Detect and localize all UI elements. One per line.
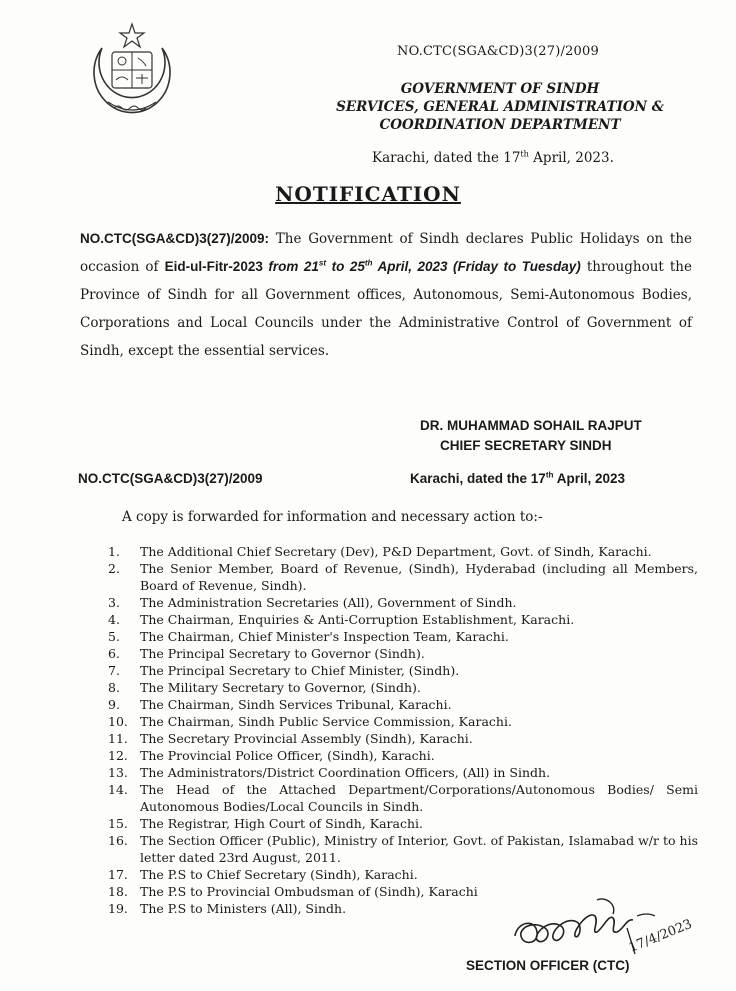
dates-to-sup: th	[364, 258, 373, 268]
list-item	[108, 764, 698, 781]
list-item-text: The Chairman, Sindh Services Tribunal, Karachi.	[140, 697, 452, 712]
list-item	[108, 832, 698, 866]
forward-date-prefix: Karachi, dated the 17	[410, 471, 546, 486]
list-item-number: 7.	[108, 663, 120, 678]
list-item-text: The Principal Secretary to Governor (Sindh).	[140, 646, 425, 661]
list-item-number: 9.	[108, 697, 120, 712]
list-item	[108, 781, 698, 815]
dates-to: to 25	[326, 259, 365, 274]
dates-suffix: April, 2023 (Friday to Tuesday)	[372, 259, 581, 274]
list-item-number: 10.	[108, 714, 128, 729]
list-item-text: The Senior Member, Board of Revenue, (Sindh), Hyderabad (including all Members, Board of Revenue, Sindh).	[140, 561, 698, 593]
forward-reference: NO.CTC(SGA&CD)3(27)/2009	[78, 471, 263, 486]
list-item-text: The Additional Chief Secretary (Dev), P&D Department, Govt. of Sindh, Karachi.	[140, 544, 652, 559]
list-item-number: 18.	[108, 884, 128, 899]
body-text-1: The Government of Sindh declares Public Holidays on the occasion of	[80, 231, 692, 275]
file-reference: NO.CTC(SGA&CD)3(27)/2009	[397, 44, 599, 59]
list-item-text: The Chairman, Sindh Public Service Commission, Karachi.	[140, 714, 512, 729]
list-item	[108, 713, 698, 730]
list-item-number: 16.	[108, 833, 128, 848]
list-item-number: 6.	[108, 646, 120, 661]
list-item-number: 3.	[108, 595, 120, 610]
list-item-number: 15.	[108, 816, 128, 831]
list-item-text: The Principal Secretary to Chief Minister, (Sindh).	[140, 663, 460, 678]
list-item	[108, 645, 698, 662]
list-item-number: 19.	[108, 901, 128, 916]
dates-from: from 21	[262, 259, 319, 274]
list-item-number: 4.	[108, 612, 120, 627]
list-item	[108, 730, 698, 747]
list-item-number: 1.	[108, 544, 120, 559]
page-title: NOTIFICATION	[275, 182, 461, 206]
list-item-number: 5.	[108, 629, 120, 644]
list-item-number: 12.	[108, 748, 128, 763]
list-item-number: 14.	[108, 782, 128, 797]
list-item-text: The Chairman, Chief Minister's Inspection Team, Karachi.	[140, 629, 509, 644]
list-item-number: 13.	[108, 765, 128, 780]
department-line-2: COORDINATION DEPARTMENT	[379, 117, 621, 133]
list-item-text: The Provincial Police Officer, (Sindh), Karachi.	[140, 748, 435, 763]
list-item-number: 17.	[108, 867, 128, 882]
list-item	[108, 594, 698, 611]
list-item	[108, 815, 698, 832]
signatory	[420, 416, 642, 456]
signatory-name: DR. MUHAMMAD SOHAIL RAJPUT	[420, 418, 642, 433]
forward-date-suffix: April, 2023	[553, 471, 625, 486]
issue-date	[372, 150, 614, 166]
body-text-2: throughout the Province of Sindh for all Government offices, Autonomous, Semi-Autonomous Bodies, Corporations and Local Councils under the Administrative Control of Government of Sindh, except the essential services.	[80, 259, 692, 359]
signature	[505, 888, 705, 968]
list-item-number: 8.	[108, 680, 120, 695]
list-item	[108, 747, 698, 764]
issue-date-suffix: April, 2023.	[528, 150, 614, 166]
signature-date: 17/4/2023	[626, 916, 695, 956]
list-item-text: The Chairman, Enquiries & Anti-Corruption Establishment, Karachi.	[140, 612, 575, 627]
list-item-text: The Registrar, High Court of Sindh, Karachi.	[140, 816, 423, 831]
department-line-1: SERVICES, GENERAL ADMINISTRATION &	[336, 99, 664, 115]
holiday-dates	[263, 259, 581, 274]
list-item	[108, 679, 698, 696]
list-item	[108, 543, 698, 560]
list-item-number: 2.	[108, 561, 120, 576]
sindh-government-seal-icon	[88, 18, 176, 122]
copy-forward-line: A copy is forwarded for information and necessary action to:-	[122, 509, 543, 525]
list-item	[108, 662, 698, 679]
list-item	[108, 866, 698, 883]
letterhead	[335, 80, 665, 134]
list-item-text: The Military Secretary to Governor, (Sindh).	[140, 680, 421, 695]
list-item-number: 11.	[108, 731, 128, 746]
list-item	[108, 696, 698, 713]
list-item-text: The Secretary Provincial Assembly (Sindh), Karachi.	[140, 731, 473, 746]
signatory-designation: CHIEF SECRETARY SINDH	[440, 438, 612, 453]
forward-date-sup: th	[545, 470, 554, 480]
body-reference: NO.CTC(SGA&CD)3(27)/2009:	[80, 231, 270, 246]
list-item	[108, 628, 698, 645]
section-officer: SECTION OFFICER (CTC)	[466, 958, 630, 973]
notification-body	[80, 225, 692, 365]
forward-date	[410, 471, 625, 486]
list-item-text: The P.S to Chief Secretary (Sindh), Karachi.	[140, 867, 418, 882]
government-name: GOVERNMENT OF SINDH	[400, 81, 600, 97]
list-item-text: The Head of the Attached Department/Corporations/Autonomous Bodies/ Semi Autonomous Bodies/Local Councils in Sindh.	[140, 782, 698, 814]
issue-date-prefix: Karachi, dated the 17	[372, 150, 521, 166]
occasion: Eid-ul-Fitr-2023	[164, 259, 263, 274]
list-item-text: The Administrators/District Coordination Officers, (All) in Sindh.	[140, 765, 551, 780]
list-item-text: The P.S to Provincial Ombudsman of (Sindh), Karachi	[140, 884, 478, 899]
list-item	[108, 560, 698, 594]
recipient-list	[108, 543, 698, 917]
dates-from-sup: st	[318, 258, 327, 268]
list-item	[108, 611, 698, 628]
list-item-text: The P.S to Ministers (All), Sindh.	[140, 901, 347, 916]
issue-date-sup: th	[520, 148, 529, 159]
list-item-text: The Section Officer (Public), Ministry of Interior, Govt. of Pakistan, Islamabad w/r to his letter dated 23rd August, 2011.	[140, 833, 698, 865]
list-item-text: The Administration Secretaries (All), Government of Sindh.	[140, 595, 517, 610]
